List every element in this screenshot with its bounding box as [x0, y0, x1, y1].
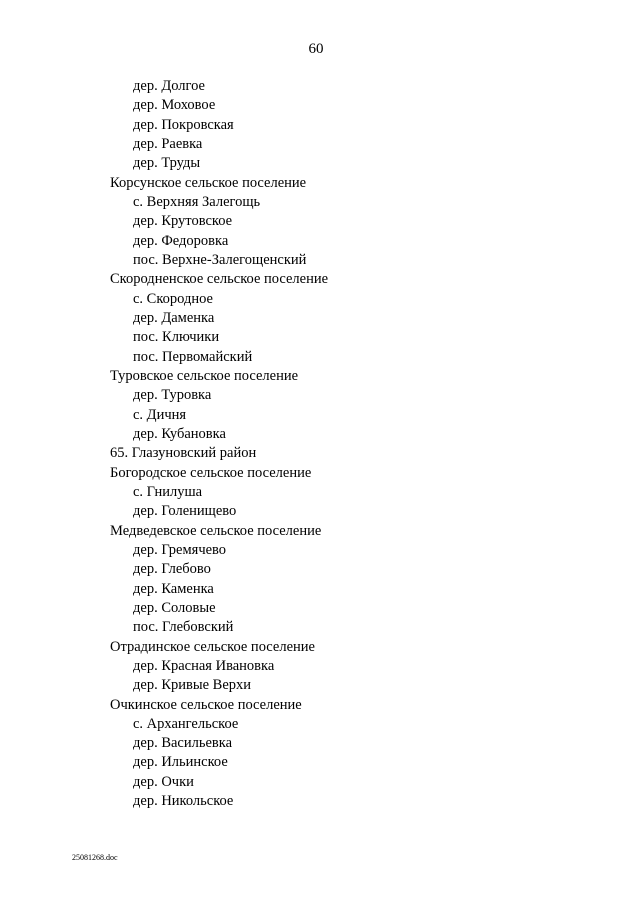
list-item: дер. Каменка	[133, 580, 214, 597]
list-item: дер. Гремячево	[133, 541, 227, 558]
list-item: дер. Никольское	[133, 793, 234, 810]
section-heading: Скородненское сельское поселение	[110, 271, 329, 288]
section-heading: Отрадинское сельское поселение	[110, 638, 315, 655]
list-item: дер. Голенищево	[133, 503, 237, 520]
section-heading: Туровское сельское поселение	[110, 367, 299, 384]
list-item: пос. Ключики	[133, 329, 220, 346]
section-heading: Корсунское сельское поселение	[110, 174, 307, 191]
list-item: с. Дичня	[133, 406, 187, 423]
list-item: с. Гнилуша	[133, 483, 203, 500]
section-heading: Медведевское сельское поселение	[110, 522, 322, 539]
section-heading: Богородское сельское поселение	[110, 464, 312, 481]
footer-filename: 25081268.doc	[72, 853, 118, 862]
list-item: дер. Кривые Верхи	[133, 677, 252, 694]
list-item: дер. Глебово	[133, 561, 211, 578]
list-item: с. Скородное	[133, 290, 213, 307]
list-item: дер. Туровка	[133, 387, 212, 404]
list-item: пос. Глебовский	[133, 619, 234, 636]
list-item: пос. Первомайский	[133, 348, 253, 365]
page-number: 60	[308, 41, 324, 57]
list-item: дер. Труды	[133, 155, 201, 172]
settlement-list	[0, 77, 640, 811]
list-item: дер. Моховое	[133, 97, 216, 114]
list-item: дер. Кубановка	[133, 425, 226, 442]
list-item: дер. Даменка	[133, 309, 215, 326]
list-item: дер. Соловые	[133, 599, 216, 616]
list-item: дер. Красная Ивановка	[133, 657, 275, 674]
list-item: дер. Ильинское	[133, 754, 228, 771]
list-item: дер. Очки	[133, 773, 194, 790]
list-item: с. Верхняя Залегощь	[133, 193, 261, 210]
list-item: дер. Крутовское	[133, 213, 233, 230]
list-item: дер. Долгое	[133, 78, 205, 94]
list-item: дер. Покровская	[133, 116, 234, 133]
list-item: дер. Васильевка	[133, 735, 233, 752]
list-item: с. Архангельское	[133, 715, 239, 732]
section-heading: 65. Глазуновский район	[110, 445, 257, 462]
list-item: дер. Федоровка	[133, 232, 229, 249]
list-item: пос. Верхне-Залегощенский	[133, 251, 307, 268]
list-item: дер. Раевка	[133, 135, 203, 152]
section-heading: Очкинское сельское поселение	[110, 696, 302, 713]
